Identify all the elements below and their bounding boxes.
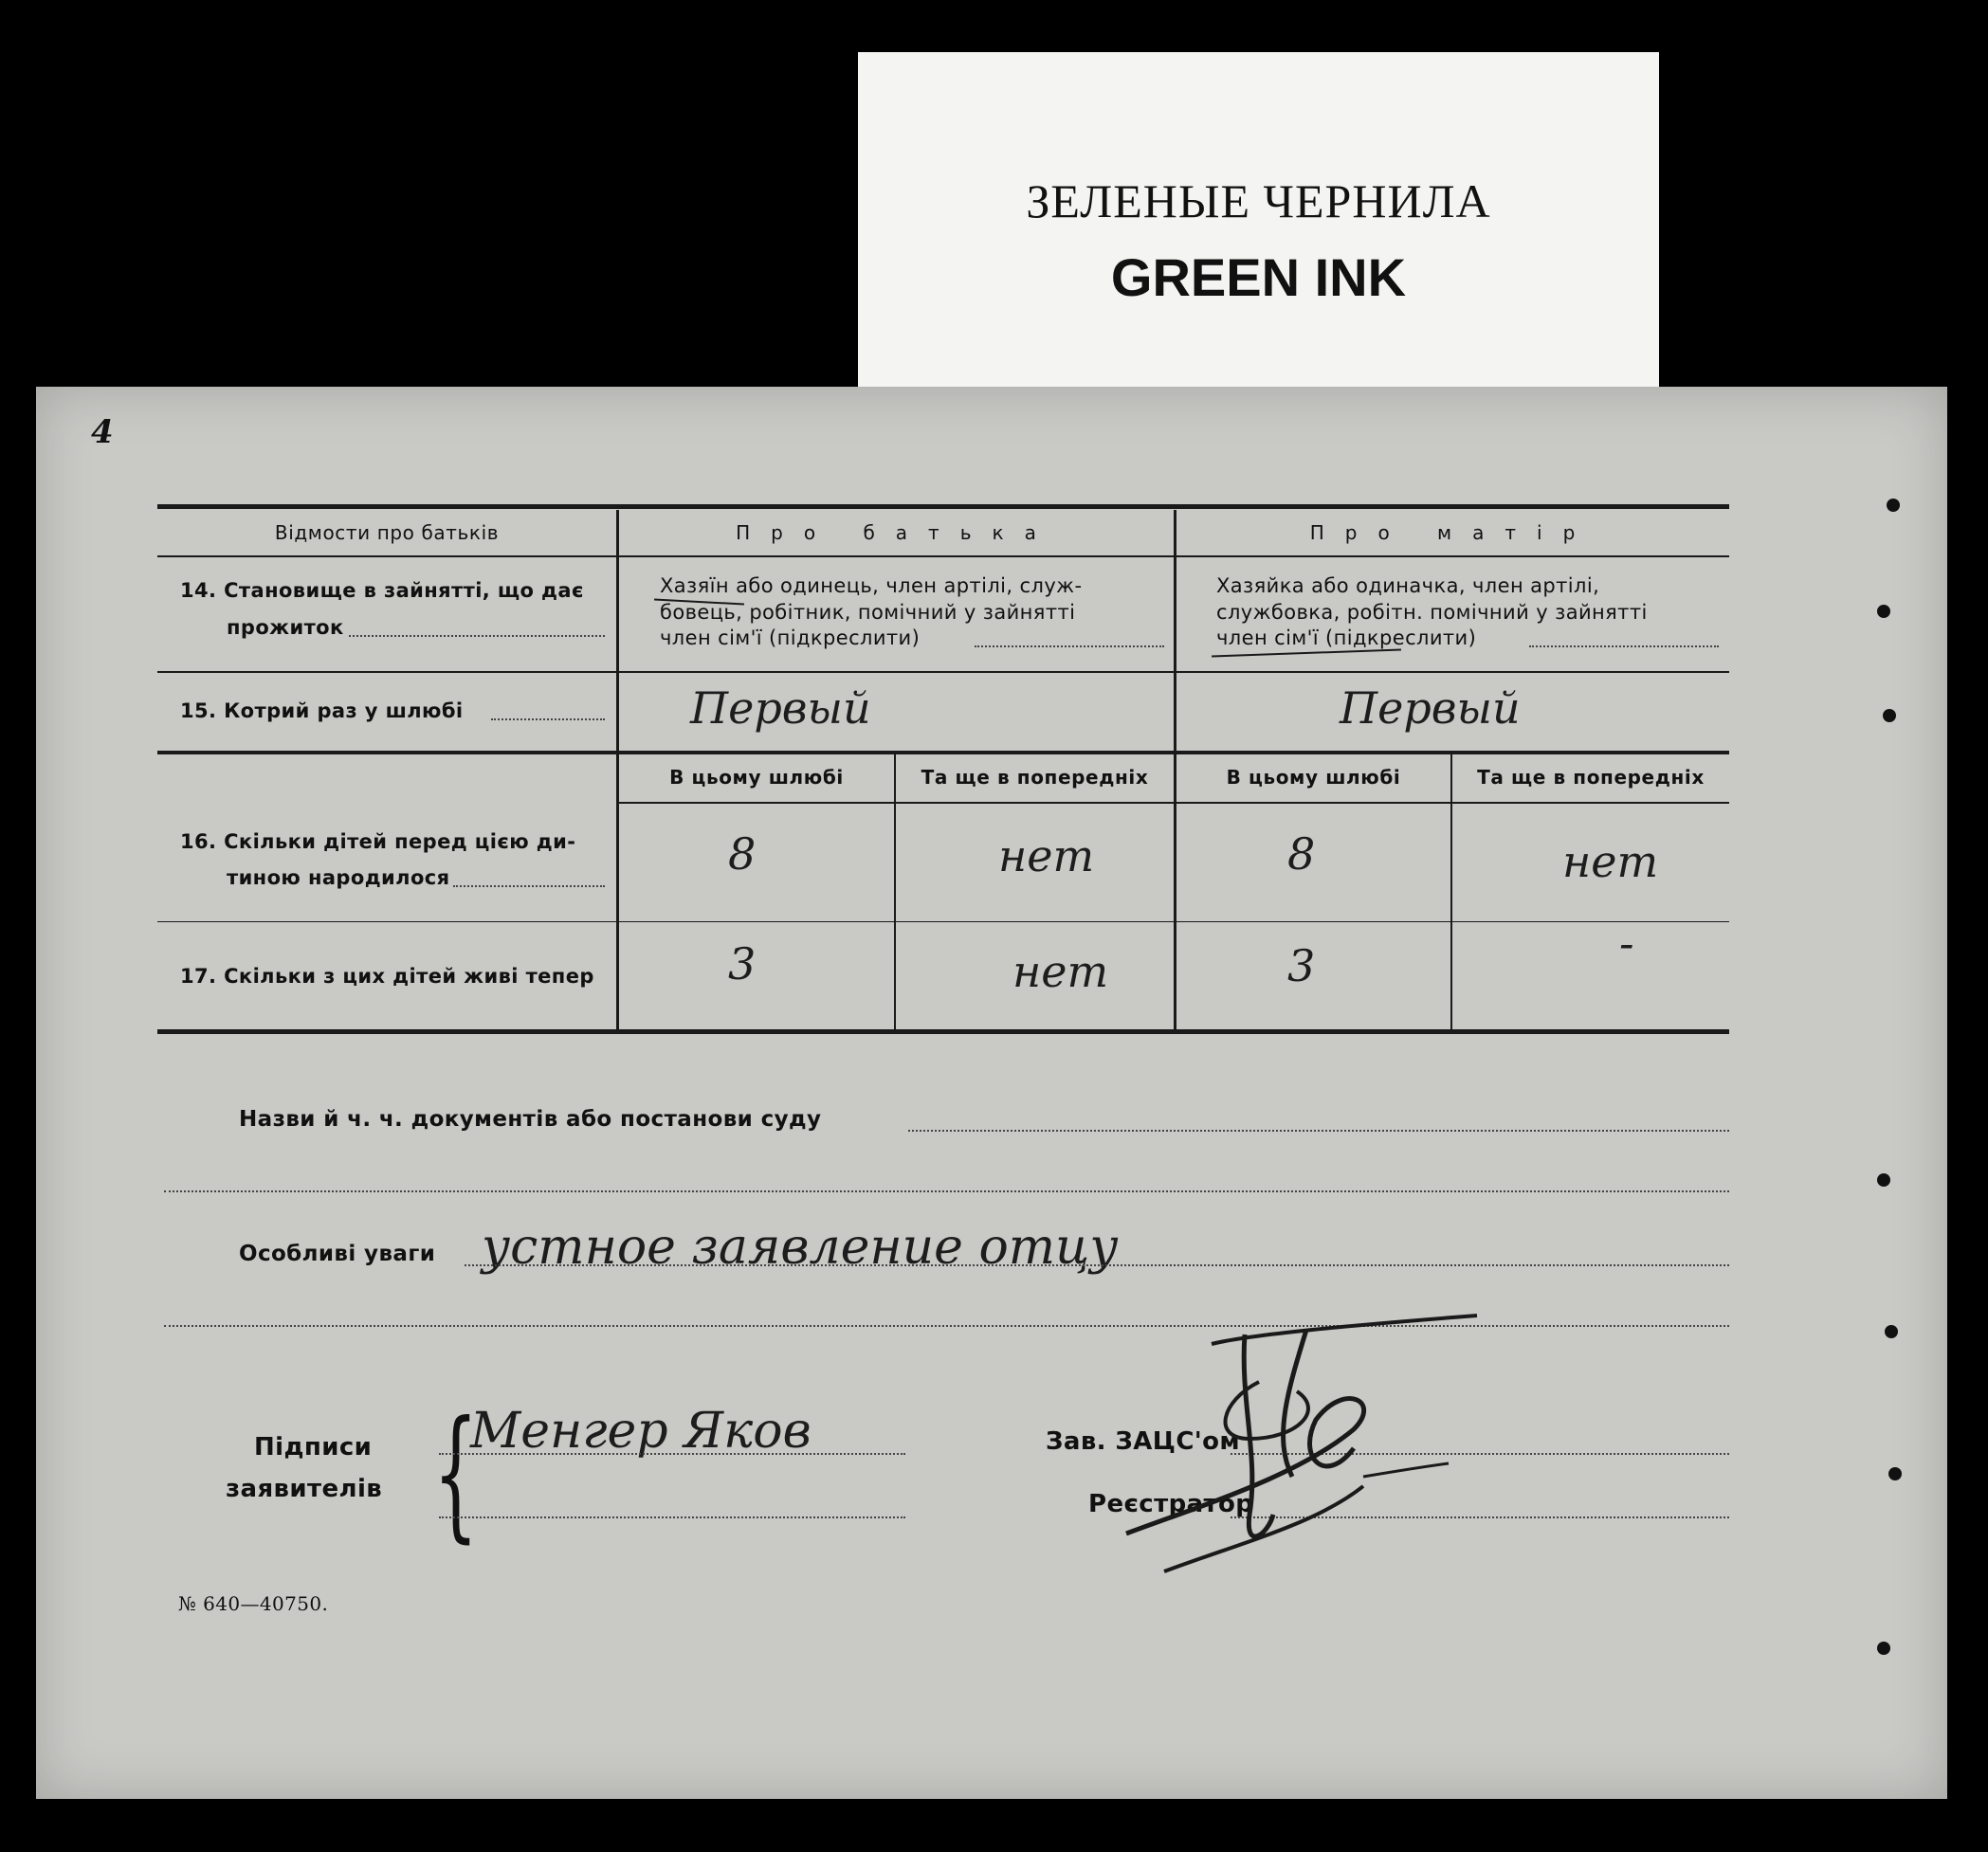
registrar-label: Реєстратор — [1088, 1490, 1254, 1518]
row14-leader-dots — [349, 635, 605, 637]
row15-label: 15. Котрий раз у шлюбі — [180, 699, 464, 722]
row17-label: 17. Скільки з цих дітей живі тепер — [180, 965, 594, 988]
corner-handwritten-mark: 4 — [91, 413, 114, 451]
row16-label-line2: тиною народилося — [227, 866, 450, 889]
subheader-mother-this-marriage: В цьому шлюбі — [1226, 766, 1401, 789]
row14-father-line3: член сім'ї (підкреслити) — [660, 626, 921, 649]
header-bottom-rule — [157, 555, 1729, 557]
label-russian-text: ЗЕЛЕНЫЕ ЧЕРНИЛА — [1026, 174, 1491, 227]
binder-hole — [1883, 709, 1896, 722]
row17-mother-this: 3 — [1287, 940, 1316, 991]
row16-leader-dots — [453, 885, 605, 887]
applicant-signature: Менгер Яков — [470, 1403, 812, 1460]
binder-hole — [1877, 1173, 1890, 1187]
official-signature-scribble — [1107, 1297, 1600, 1600]
header-about-father: Про батька — [736, 521, 1057, 544]
row14-label-line1: 14. Становище в зайнятті, що дає — [180, 579, 584, 602]
row14-label-line2: прожиток — [227, 616, 344, 639]
subheader-father-this-marriage: В цьому шлюбі — [669, 766, 844, 789]
row16-mother-this: 8 — [1287, 828, 1316, 880]
binder-hole — [1888, 1467, 1902, 1480]
remarks-dots-line1 — [465, 1264, 1729, 1266]
row14-bottom-rule — [157, 671, 1729, 673]
row14-mother-underline — [1212, 649, 1401, 658]
signature-dots-line1 — [439, 1453, 905, 1455]
row14-mother-line3: член сім'ї (підкреслити) — [1216, 626, 1477, 649]
row14-mother-line1: Хазяйка або одиначка, член артілі, — [1216, 574, 1600, 597]
row17-father-this: 3 — [728, 938, 757, 990]
signatures-brace: { — [432, 1391, 479, 1556]
row16-father-prev: нет — [998, 830, 1095, 881]
subheader-mother-previous: Та ще в попередніх — [1477, 766, 1705, 789]
father-split-rule — [894, 754, 896, 1029]
documents-label: Назви й ч. ч. документів або постанови суду — [239, 1107, 822, 1132]
row16-mother-prev: нет — [1562, 836, 1659, 887]
header-parents-info: Відмости про батьків — [274, 521, 500, 544]
binder-hole — [1877, 1642, 1890, 1655]
row15-mother-handwritten: Первый — [1340, 682, 1521, 734]
header-about-mother: Про матір — [1309, 521, 1596, 544]
row16-father-this: 8 — [728, 828, 757, 880]
form-number: № 640—40750. — [178, 1592, 329, 1615]
row14-mother-line2: службовка, робітн. помічний у зайнятті — [1216, 601, 1648, 624]
row14-mother-dots — [1529, 645, 1719, 647]
row16-label-line1: 16. Скільки дітей перед цією ди- — [180, 830, 576, 853]
binder-hole — [1885, 1325, 1898, 1338]
row14-father-line1: Хазяїн або одинець, член артілі, служ- — [660, 574, 1083, 597]
mother-split-rule — [1450, 754, 1452, 1029]
row17-mother-prev: - — [1619, 917, 1634, 969]
remarks-label: Особливі уваги — [239, 1242, 436, 1266]
ink-color-label-card — [858, 52, 1659, 391]
row14-father-line2: бовець, робітник, помічний у зайнятті — [660, 601, 1076, 624]
row15-leader-dots — [491, 718, 605, 720]
row15-father-handwritten: Первый — [690, 682, 871, 734]
row17-father-prev: нет — [1012, 946, 1109, 997]
remarks-handwritten: устное заявление отцу — [482, 1219, 1119, 1276]
row16-bottom-rule — [157, 921, 1729, 922]
label-english-text: GREEN INK — [1110, 247, 1407, 307]
head-of-registry-label: Зав. ЗАЦС'ом — [1046, 1427, 1241, 1456]
documents-dots-line2 — [164, 1190, 1729, 1192]
subheader-father-previous: Та ще в попередніх — [921, 766, 1149, 789]
binder-hole — [1887, 499, 1900, 512]
row15-bottom-rule — [157, 751, 1729, 754]
signatures-label-line1: Підписи — [254, 1433, 373, 1462]
binder-hole — [1877, 605, 1890, 618]
documents-dots-line1 — [908, 1130, 1729, 1132]
table-top-rule — [157, 504, 1729, 509]
signatures-label-line2: заявителів — [226, 1475, 383, 1503]
table-bottom-rule — [157, 1029, 1729, 1034]
row14-father-dots — [975, 645, 1164, 647]
signature-dots-line2 — [439, 1516, 905, 1518]
registration-form-page — [36, 387, 1947, 1799]
